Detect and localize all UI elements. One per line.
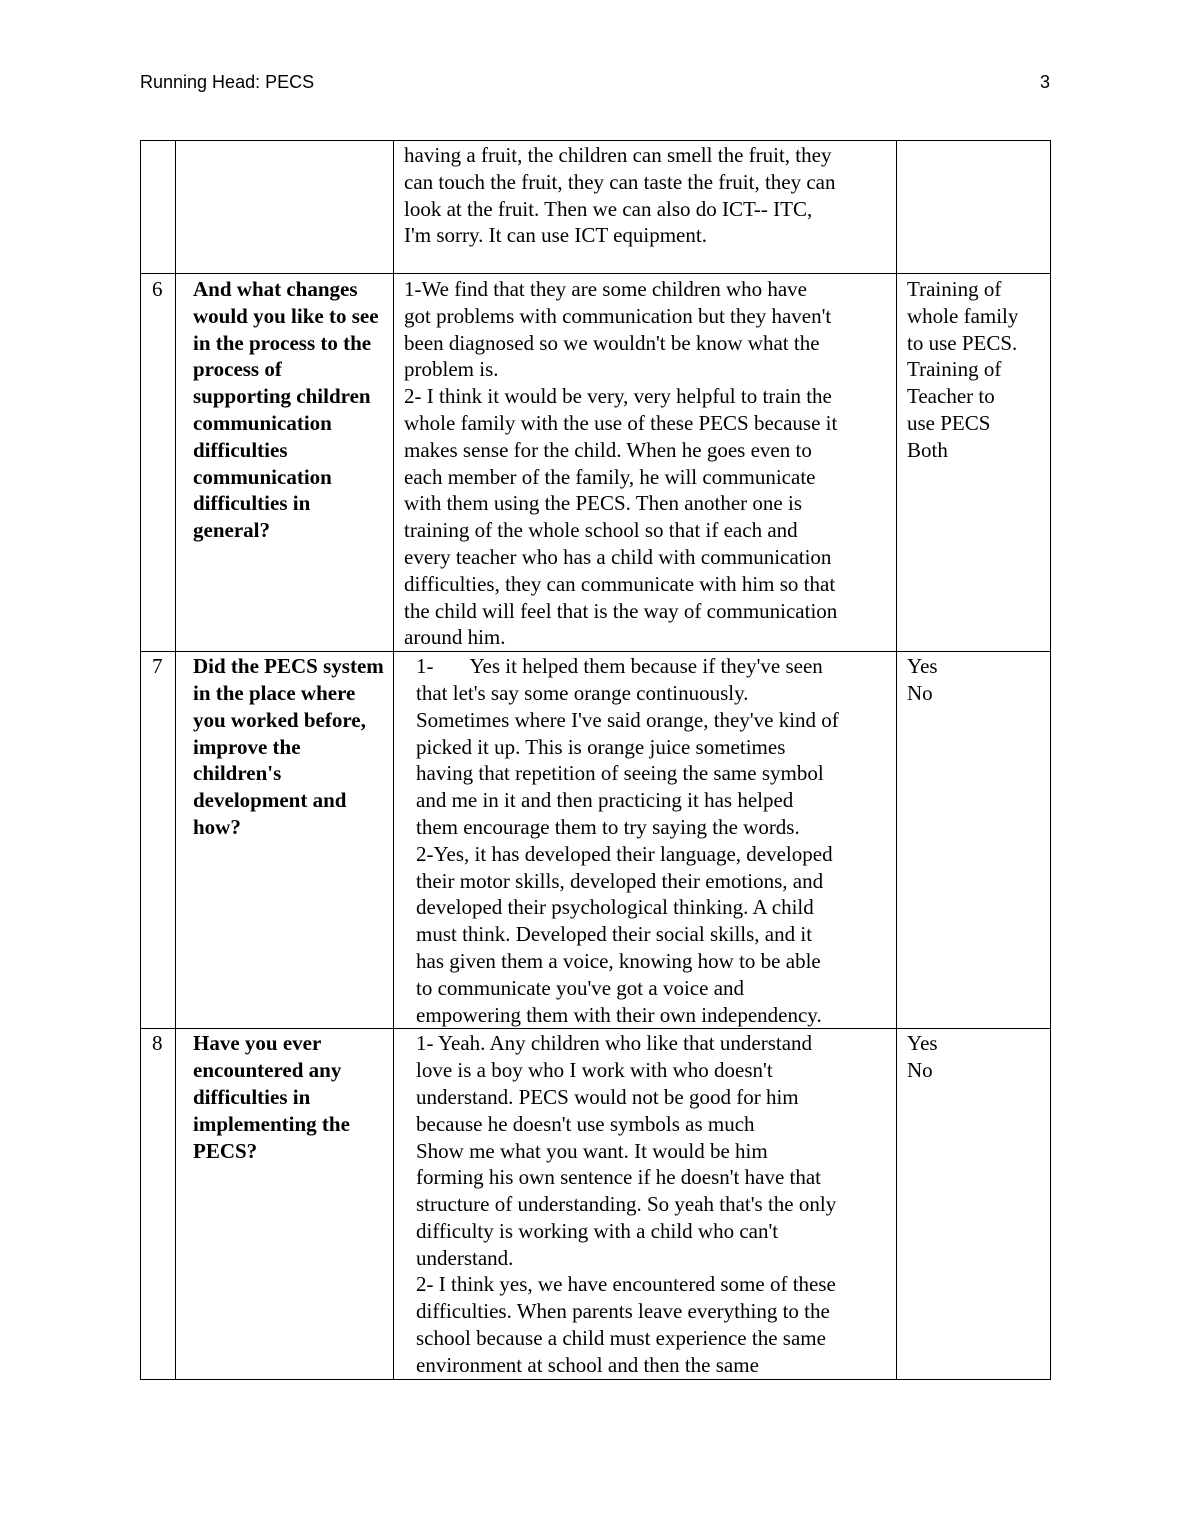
answer-line: their motor skills, developed their emotions, and (416, 868, 824, 893)
response-line: Training of (907, 357, 1002, 382)
answer-line: problem is. (404, 357, 499, 382)
response-cell (897, 274, 1051, 652)
response-cell (897, 141, 1051, 274)
row-number: 8 (141, 1029, 176, 1380)
answer-line: 2- I think it would be very, very helpful to train the (404, 384, 832, 409)
answer-line: difficulties, they can communicate with him so that (404, 571, 836, 596)
answer-line: has given them a voice, knowing how to be able (416, 948, 821, 973)
running-head: Running Head: PECS (140, 72, 315, 92)
table-row (141, 652, 1051, 1029)
question-cell: Have you ever encountered any difficulties in implementing the PECS? (176, 1029, 394, 1380)
answer-line: and me in it and then practicing it has helped (416, 788, 794, 813)
answer-line: picked it up. This is orange juice sometimes (416, 734, 786, 759)
answer-cell (394, 1029, 897, 1380)
answer-line: understand. (416, 1245, 514, 1270)
table-row (141, 1029, 1051, 1380)
answer-line: understand. PECS would not be good for him (416, 1084, 799, 1109)
answer-line: structure of understanding. So yeah that's the only (416, 1192, 837, 1217)
answer-line: having that repetition of seeing the same symbol (416, 761, 824, 786)
answer-line: Sometimes where I've said orange, they've kind of (416, 707, 839, 732)
answer-line: with them using the PECS. Then another one is (404, 491, 802, 516)
response-line: Yes (907, 654, 938, 679)
question-cell (176, 141, 394, 274)
answer-line: empowering them with their own independency. (416, 1002, 822, 1027)
page-number: 3 (1039, 72, 1050, 92)
answer-line: that let's say some orange continuously. (416, 680, 749, 705)
answer-line: makes sense for the child. When he goes even to (404, 437, 812, 462)
answer-cell (394, 141, 897, 274)
answer-line: look at the fruit. Then we can also do ICT-- ITC, (404, 196, 813, 221)
row-number: 6 (141, 274, 176, 652)
answer-line: been diagnosed so we wouldn't be know what the (404, 330, 820, 355)
answer-line: to communicate you've got a voice and (416, 975, 745, 1000)
interview-table (140, 140, 1051, 1380)
answer-line: the child will feel that is the way of communication (404, 598, 838, 623)
question-cell: Did the PECS system in the place where you worked before, improve the children's development and how? (176, 652, 394, 1029)
response-line: No (907, 1058, 933, 1083)
table-row (141, 141, 1051, 274)
response-cell (897, 652, 1051, 1029)
response-line: Both (907, 437, 948, 462)
row-number (141, 141, 176, 274)
response-line: Teacher to (907, 384, 995, 409)
question-cell: And what changes would you like to see in the process to the process of supporting children communication difficulties communication difficulties in general? (176, 274, 394, 652)
answer-line: 1- Yes it helped them because if they've seen (416, 654, 823, 679)
answer-line: Show me what you want. It would be him (416, 1138, 768, 1163)
response-line: use PECS (907, 410, 991, 435)
response-line: to use PECS. (907, 330, 1018, 355)
answer-line: must think. Developed their social skills, and it (416, 922, 813, 947)
answer-line: training of the whole school so that if each and (404, 518, 798, 543)
response-cell (897, 1029, 1051, 1380)
response-line: whole family (907, 303, 1019, 328)
answer-line: because he doesn't use symbols as much (416, 1111, 755, 1136)
answer-line: 1-We find that they are some children who have (404, 277, 807, 301)
answer-line: I'm sorry. It can use ICT equipment. (404, 223, 707, 248)
response-line: Training of (907, 277, 1002, 301)
answer-line: forming his own sentence if he doesn't have that (416, 1165, 822, 1190)
answer-line: 1- Yeah. Any children who like that understand (416, 1031, 813, 1056)
row-number: 7 (141, 652, 176, 1029)
table-row (141, 274, 1051, 652)
answer-line: got problems with communication but they haven't (404, 303, 832, 328)
answer-line: environment at school and then the same (416, 1352, 759, 1377)
answer-line: each member of the family, he will communicate (404, 464, 816, 489)
answer-line: developed their psychological thinking. A child (416, 895, 814, 920)
answer-line: 2-Yes, it has developed their language, developed (416, 841, 833, 866)
answer-line: 2- I think yes, we have encountered some of these (416, 1272, 836, 1297)
answer-line: whole family with the use of these PECS because it (404, 410, 838, 435)
answer-line: love is a boy who I work with who doesn't (416, 1058, 773, 1083)
answer-line: can touch the fruit, they can taste the fruit, they can (404, 169, 836, 194)
response-line: Yes (907, 1031, 938, 1056)
answer-line: having a fruit, the children can smell the fruit, they (404, 143, 832, 167)
answer-cell (394, 652, 897, 1029)
answer-line: school because a child must experience the same (416, 1326, 826, 1351)
answer-line: every teacher who has a child with communication (404, 544, 832, 569)
answer-line: difficulty is working with a child who can't (416, 1218, 779, 1243)
answer-line: difficulties. When parents leave everything to the (416, 1299, 830, 1324)
answer-line: them encourage them to try saying the words. (416, 814, 800, 839)
answer-cell (394, 274, 897, 652)
response-line: No (907, 680, 933, 705)
answer-line: around him. (404, 625, 506, 650)
